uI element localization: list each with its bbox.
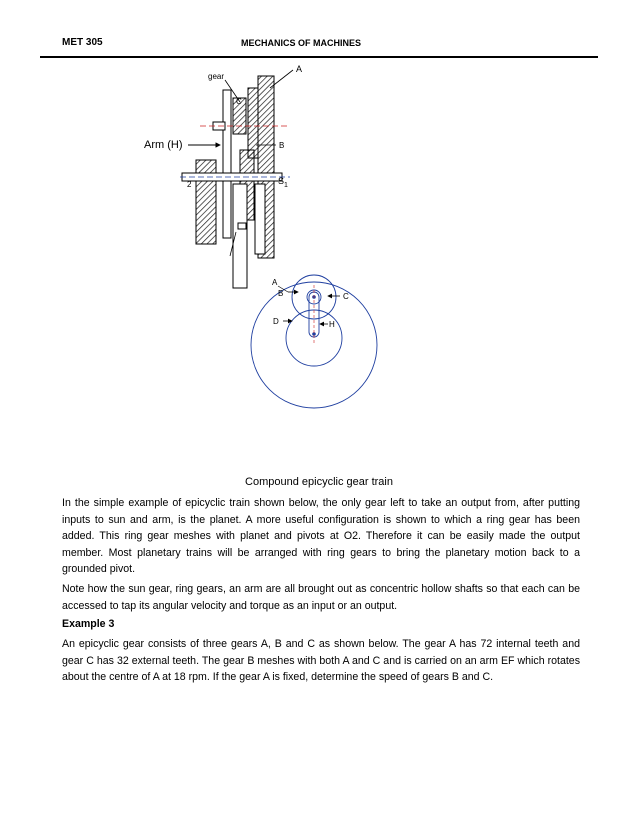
- label-c-circle: C: [343, 292, 349, 301]
- header-title: MECHANICS OF MACHINES: [241, 38, 362, 48]
- label-a-top: A: [296, 64, 303, 74]
- example-heading: Example 3: [62, 618, 115, 630]
- label-two: 2: [187, 180, 192, 189]
- label-gear: gear: [208, 72, 225, 81]
- label-s1: $S_1$: [278, 176, 288, 189]
- label-d-circle: D: [273, 317, 279, 326]
- compound-epicyclic-figure: [0, 60, 638, 440]
- label-b-circle: B: [278, 289, 284, 298]
- label-arm: Arm (H): [144, 139, 183, 151]
- paragraph-epicyclic-intro: In the simple example of epicyclic train shown below, the only gear left to take an output from, after putting inputs to sun and arm, is the planet. A more useful configuration is shown to which a ring gear has been added. This ring gear meshes with planet and pivots at O2. Therefore it can be easily made the output member. Most planetary trains will be arranged with ring gears to bring the planetary motion back to a grounded pivot.: [62, 497, 580, 575]
- label-a-circle: A: [272, 278, 278, 287]
- figure-caption: Compound epicyclic gear train: [245, 476, 393, 488]
- label-c-top: C: [236, 97, 242, 106]
- label-b-side: B: [279, 141, 285, 150]
- circle-view: [251, 275, 377, 408]
- header-course: MET 305: [62, 37, 103, 48]
- label-h-circle: H: [329, 320, 335, 329]
- sectional-view: [144, 64, 302, 288]
- paragraph-concentric-shafts: Note how the sun gear, ring gears, an arm are all brought out as concentric hollow shafts so that each can be accessed to tap its angular velocity and torque as an input or an output.: [62, 583, 580, 612]
- paragraph-example-3: An epicyclic gear consists of three gears A, B and C as shown below. The gear A has 72 internal teeth and gear C has 32 external teeth. The gear B meshes with both A and C and is carried on an arm EF which rotates about the centre of A at 18 rpm. If the gear A is fixed, determine the speed of gears B and C.: [62, 638, 580, 683]
- header-rule: [40, 56, 598, 58]
- arm-plate: [223, 90, 231, 238]
